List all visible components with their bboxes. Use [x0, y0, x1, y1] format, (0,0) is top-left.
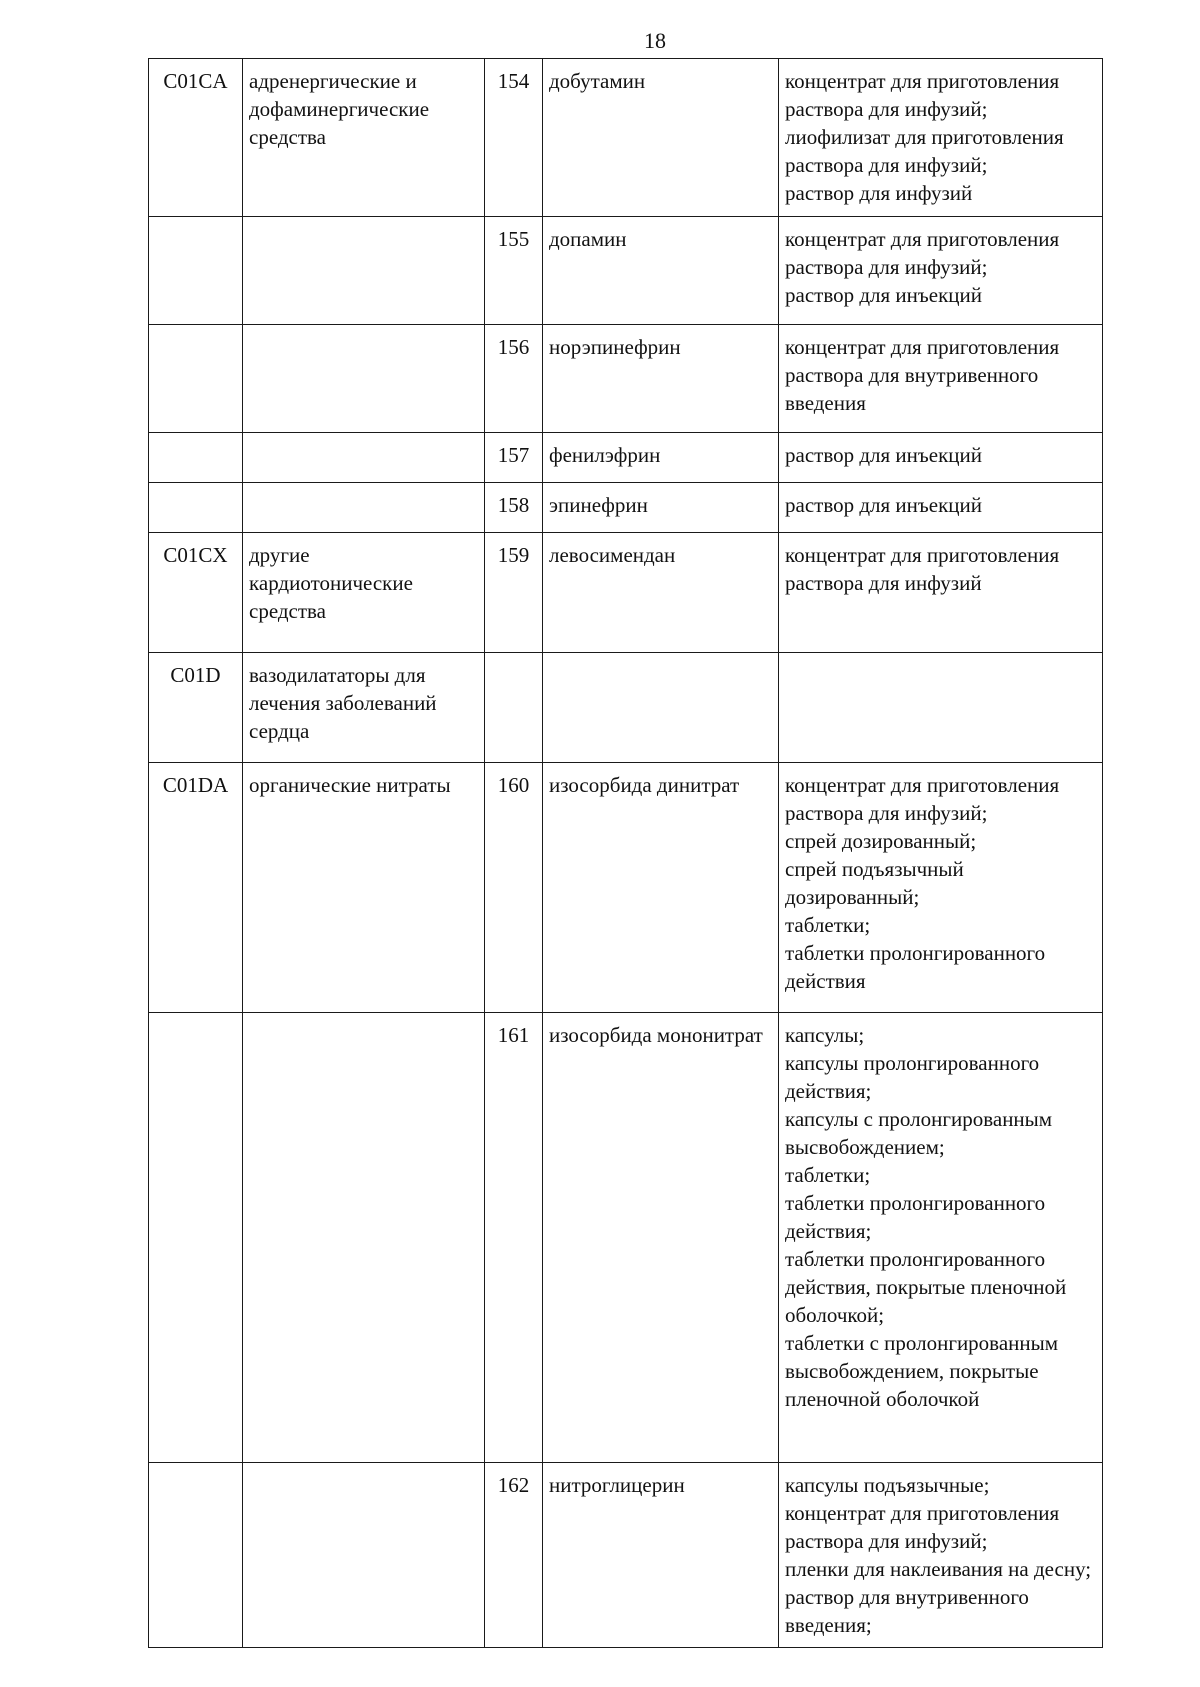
dosage-form: таблетки;: [785, 1163, 871, 1187]
table-row: [149, 59, 1103, 217]
dosage-form: концентрат для приготовления раствора для инфузий;: [785, 227, 1060, 279]
dosage-form: спрей дозированный;: [785, 829, 977, 853]
dosage-form: капсулы подъязычные;: [785, 1473, 990, 1497]
dosage-form: концентрат для приготовления раствора для внутривенного введения: [785, 335, 1060, 415]
page-number: 18: [644, 28, 666, 53]
atc-group: другие кардиотонические средства: [243, 533, 485, 653]
dosage-form: таблетки пролонгированного действия, покрытые пленочной оболочкой;: [785, 1247, 1067, 1327]
dosage-forms: [779, 217, 1103, 325]
drug-name: добутамин: [543, 59, 779, 217]
dosage-form: капсулы;: [785, 1023, 865, 1047]
dosage-form: капсулы пролонгированного действия;: [785, 1051, 1040, 1103]
table-row: [149, 217, 1103, 325]
dosage-form: раствор для инфузий: [785, 181, 973, 205]
drug-name: изосорбида динитрат: [543, 763, 779, 1013]
row-number: [485, 653, 543, 763]
atc-group: [243, 325, 485, 433]
dosage-form: пленки для наклеивания на десну;: [785, 1557, 1092, 1581]
atc-code: [149, 483, 243, 533]
atc-group: [243, 433, 485, 483]
drug-name: нитроглицерин: [543, 1463, 779, 1648]
atc-code: C01CX: [149, 533, 243, 653]
atc-code: [149, 217, 243, 325]
row-number: 158: [485, 483, 543, 533]
row-number: 161: [485, 1013, 543, 1463]
dosage-form: концентрат для приготовления раствора для инфузий;: [785, 773, 1060, 825]
row-number: 155: [485, 217, 543, 325]
dosage-forms: [779, 533, 1103, 653]
table-row: [149, 763, 1103, 1013]
drug-name: норэпинефрин: [543, 325, 779, 433]
atc-code: [149, 325, 243, 433]
table-row: [149, 1463, 1103, 1648]
atc-code: [149, 1013, 243, 1463]
drug-name: эпинефрин: [543, 483, 779, 533]
table-row: [149, 533, 1103, 653]
atc-code: C01CA: [149, 59, 243, 217]
dosage-forms: [779, 1463, 1103, 1648]
dosage-form: раствор для инъекций: [785, 493, 982, 517]
dosage-form: раствор для внутривенного введения;: [785, 1585, 1029, 1637]
dosage-form: раствор для инъекций: [785, 283, 982, 307]
atc-group: органические нитраты: [243, 763, 485, 1013]
table-row: [149, 653, 1103, 763]
atc-group: [243, 1463, 485, 1648]
atc-code: [149, 1463, 243, 1648]
dosage-form: таблетки пролонгированного действия;: [785, 1191, 1046, 1243]
row-number: 162: [485, 1463, 543, 1648]
row-number: 156: [485, 325, 543, 433]
row-number: 159: [485, 533, 543, 653]
drug-name: [543, 653, 779, 763]
atc-group: [243, 483, 485, 533]
drug-name: допамин: [543, 217, 779, 325]
drug-name: фенилэфрин: [543, 433, 779, 483]
atc-group: [243, 1013, 485, 1463]
dosage-form: лиофилизат для приготовления раствора для инфузий;: [785, 125, 1064, 177]
table-row: [149, 433, 1103, 483]
atc-group: [243, 217, 485, 325]
dosage-forms: [779, 483, 1103, 533]
dosage-form: раствор для инъекций: [785, 443, 982, 467]
dosage-forms: [779, 325, 1103, 433]
dosage-form: концентрат для приготовления раствора для инфузий;: [785, 69, 1060, 121]
dosage-form: концентрат для приготовления раствора для инфузий: [785, 543, 1060, 595]
atc-group: вазодилататоры для лечения заболеваний сердца: [243, 653, 485, 763]
dosage-form: спрей подъязычный дозированный;: [785, 857, 964, 909]
dosage-form: концентрат для приготовления раствора для инфузий;: [785, 1501, 1060, 1553]
row-number: 154: [485, 59, 543, 217]
atc-group: адренергические и дофаминергические средства: [243, 59, 485, 217]
drug-name: изосорбида мононитрат: [543, 1013, 779, 1463]
table-row: [149, 483, 1103, 533]
atc-code: [149, 433, 243, 483]
drug-name: левосимендан: [543, 533, 779, 653]
row-number: 157: [485, 433, 543, 483]
dosage-forms: [779, 1013, 1103, 1463]
dosage-form: таблетки пролонгированного действия: [785, 941, 1046, 993]
atc-code: C01D: [149, 653, 243, 763]
dosage-form: таблетки с пролонгированным высвобождением, покрытые пленочной оболочкой: [785, 1331, 1059, 1411]
row-number: 160: [485, 763, 543, 1013]
drug-list-table: [148, 58, 1103, 1648]
atc-code: C01DA: [149, 763, 243, 1013]
dosage-form: таблетки;: [785, 913, 871, 937]
dosage-forms: [779, 433, 1103, 483]
dosage-forms: [779, 653, 1103, 763]
dosage-forms: [779, 763, 1103, 1013]
dosage-form: капсулы с пролонгированным высвобождением;: [785, 1107, 1053, 1159]
table-row: [149, 1013, 1103, 1463]
table-row: [149, 325, 1103, 433]
dosage-forms: [779, 59, 1103, 217]
